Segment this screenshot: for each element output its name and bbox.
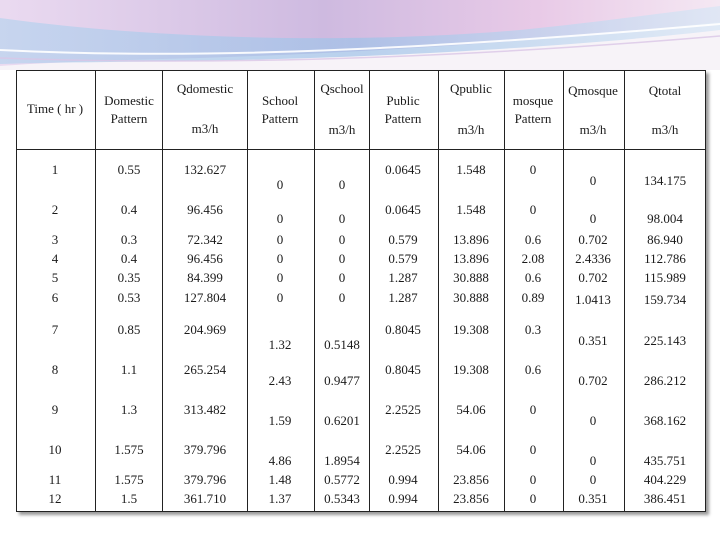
cell-qschool: 1.8954 [324,453,360,468]
header-divider [17,149,705,150]
header-time: Time ( hr ) [26,101,84,116]
header-qdomestic: Qdomestic [176,81,234,96]
header-qmosque-unit: m3/h [579,122,607,137]
cell-qpublic: 54.06 [456,402,486,417]
cell-qdomestic: 127.804 [183,290,227,305]
demand-table [16,70,706,512]
cell-qschool: 0 [338,290,346,305]
header-school-pattern: Pattern [261,111,299,126]
header-domestic-pattern: Pattern [110,111,148,126]
cell-mosque-pattern: 0 [529,491,537,506]
cell-qdomestic: 132.627 [183,162,227,177]
cell-qmosque: 0.702 [578,232,608,247]
cell-qmosque: 1.0413 [575,292,611,307]
cell-time: 5 [51,270,59,285]
cell-qdomestic: 96.456 [187,251,223,266]
cell-public-pattern: 1.287 [388,270,418,285]
cell-domestic-pattern: 0.4 [120,251,138,266]
cell-domestic-pattern: 1.5 [120,491,138,506]
cell-public-pattern: 0.994 [388,491,418,506]
header-qtotal-unit: m3/h [651,122,679,137]
cell-qpublic: 1.548 [456,202,486,217]
cell-qpublic: 23.856 [453,472,489,487]
cell-public-pattern: 0.994 [388,472,418,487]
header-qmosque: Qmosque [568,83,618,98]
cell-qschool: 0 [338,251,346,266]
cell-qpublic: 19.308 [453,322,489,337]
cell-mosque-pattern: 0.6 [524,232,542,247]
cell-domestic-pattern: 0.55 [117,162,141,177]
header-school: School [261,93,299,108]
cell-time: 3 [51,232,59,247]
cell-qmosque: 0.702 [578,270,608,285]
cell-public-pattern: 2.2525 [385,402,421,417]
cell-qdomestic: 379.796 [183,442,227,457]
header-public: Public [386,93,420,108]
header-domestic: Domestic [104,93,154,108]
cell-qmosque: 2.4336 [575,251,611,266]
cell-qpublic: 13.896 [453,232,489,247]
cell-mosque-pattern: 0.89 [521,290,545,305]
cell-public-pattern: 0.8045 [385,362,421,377]
cell-mosque-pattern: 0 [529,202,537,217]
header-qschool: Qschool [320,81,364,96]
cell-school-pattern: 0 [276,211,284,226]
cell-school-pattern: 0 [276,232,284,247]
cell-public-pattern: 1.287 [388,290,418,305]
cell-time: 6 [51,290,59,305]
cell-qtotal: 386.451 [643,491,687,506]
cell-qtotal: 159.734 [643,292,687,307]
cell-qpublic: 30.888 [453,270,489,285]
cell-time: 1 [51,162,59,177]
cell-domestic-pattern: 1.1 [120,362,138,377]
cell-domestic-pattern: 0.35 [117,270,141,285]
cell-public-pattern: 0.579 [388,232,418,247]
cell-qdomestic: 96.456 [187,202,223,217]
cell-qpublic: 19.308 [453,362,489,377]
cell-qmosque: 0.351 [578,333,608,348]
cell-qdomestic: 361.710 [183,491,227,506]
cell-qschool: 0.5343 [324,491,360,506]
cell-domestic-pattern: 1.3 [120,402,138,417]
cell-school-pattern: 1.48 [268,472,292,487]
cell-qtotal: 368.162 [643,413,687,428]
cell-qtotal: 134.175 [643,173,687,188]
cell-qmosque: 0 [589,413,597,428]
cell-domestic-pattern: 1.575 [114,472,144,487]
cell-qtotal: 286.212 [643,373,687,388]
header-qschool-unit: m3/h [328,122,356,137]
cell-mosque-pattern: 0.6 [524,270,542,285]
cell-school-pattern: 2.43 [268,373,292,388]
cell-qpublic: 23.856 [453,491,489,506]
cell-domestic-pattern: 0.3 [120,232,138,247]
header-public-pattern: Pattern [384,111,422,126]
cell-domestic-pattern: 0.85 [117,322,141,337]
cell-qmosque: 0.351 [578,491,608,506]
cell-qdomestic: 204.969 [183,322,227,337]
cell-school-pattern: 0 [276,270,284,285]
cell-qschool: 0.5148 [324,337,360,352]
cell-qdomestic: 265.254 [183,362,227,377]
header-mosque-pattern: Pattern [514,111,552,126]
cell-qschool: 0 [338,211,346,226]
cell-time: 7 [51,322,59,337]
cell-time: 4 [51,251,59,266]
cell-qpublic: 13.896 [453,251,489,266]
cell-mosque-pattern: 0.3 [524,322,542,337]
cell-mosque-pattern: 0.6 [524,362,542,377]
cell-qdomestic: 379.796 [183,472,227,487]
cell-mosque-pattern: 0 [529,402,537,417]
cell-public-pattern: 0.0645 [385,202,421,217]
cell-qtotal: 115.989 [644,270,686,285]
cell-public-pattern: 2.2525 [385,442,421,457]
cell-school-pattern: 0 [276,251,284,266]
cell-domestic-pattern: 0.53 [117,290,141,305]
cell-qschool: 0 [338,270,346,285]
cell-qtotal: 225.143 [643,333,687,348]
cell-qmosque: 0 [589,211,597,226]
cell-time: 12 [48,491,62,506]
cell-time: 8 [51,362,59,377]
cell-time: 2 [51,202,59,217]
cell-qmosque: 0.702 [578,373,608,388]
cell-mosque-pattern: 0 [529,162,537,177]
cell-domestic-pattern: 0.4 [120,202,138,217]
cell-school-pattern: 1.32 [268,337,292,352]
cell-time: 10 [48,442,62,457]
cell-qtotal: 86.940 [647,232,683,247]
column-divider [624,71,625,511]
cell-time: 11 [48,472,62,487]
header-qpublic: Qpublic [450,81,492,96]
header-qpublic-unit: m3/h [457,122,485,137]
cell-qtotal: 404.229 [643,472,687,487]
header-qdomestic-unit: m3/h [191,121,219,136]
decorative-banner [0,0,720,70]
cell-school-pattern: 0 [276,290,284,305]
cell-qschool: 0.5772 [324,472,360,487]
cell-qmosque: 0 [589,472,597,487]
header-qtotal: Qtotal [648,83,682,98]
cell-school-pattern: 4.86 [268,453,292,468]
cell-qschool: 0 [338,177,346,192]
cell-qpublic: 30.888 [453,290,489,305]
cell-school-pattern: 1.59 [268,413,292,428]
cell-qschool: 0.6201 [324,413,360,428]
cell-qdomestic: 84.399 [187,270,223,285]
cell-mosque-pattern: 0 [529,472,537,487]
cell-qschool: 0.9477 [324,373,360,388]
cell-public-pattern: 0.0645 [385,162,421,177]
cell-qtotal: 112.786 [644,251,686,266]
cell-qtotal: 435.751 [643,453,687,468]
cell-mosque-pattern: 0 [529,442,537,457]
cell-qpublic: 54.06 [456,442,486,457]
cell-school-pattern: 0 [276,177,284,192]
cell-time: 9 [51,402,59,417]
cell-qdomestic: 313.482 [183,402,227,417]
cell-qdomestic: 72.342 [187,232,223,247]
cell-public-pattern: 0.579 [388,251,418,266]
cell-domestic-pattern: 1.575 [114,442,144,457]
header-mosque: mosque [512,93,554,108]
cell-school-pattern: 1.37 [268,491,292,506]
cell-qpublic: 1.548 [456,162,486,177]
table-body [17,71,705,511]
cell-mosque-pattern: 2.08 [521,251,545,266]
cell-public-pattern: 0.8045 [385,322,421,337]
cell-qtotal: 98.004 [647,211,683,226]
cell-qmosque: 0 [589,453,597,468]
cell-qmosque: 0 [589,173,597,188]
cell-qschool: 0 [338,232,346,247]
